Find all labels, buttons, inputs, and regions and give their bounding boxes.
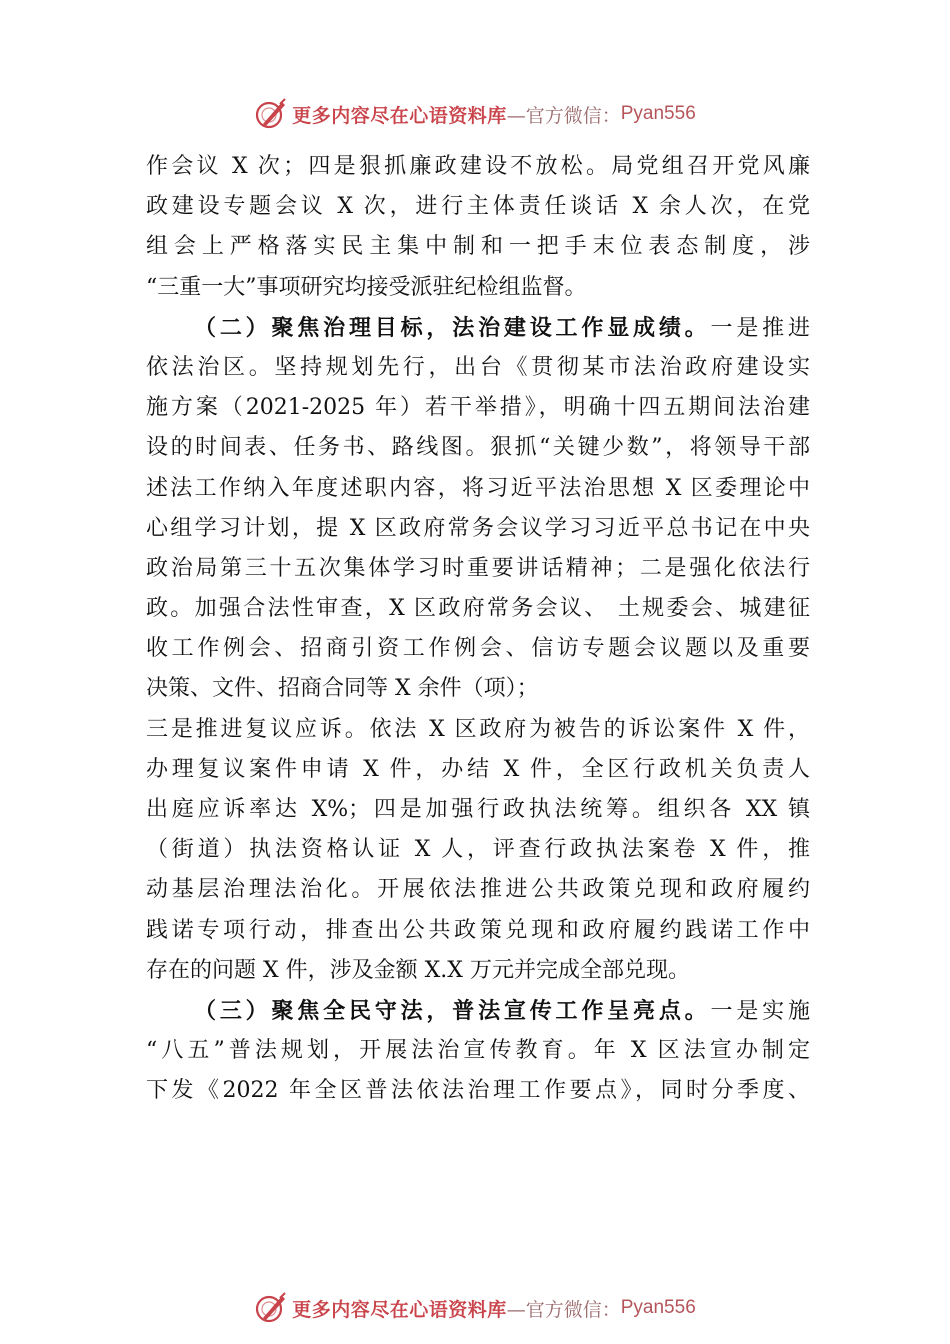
watermark-wechat-id: Pyan556 <box>620 1297 696 1318</box>
watermark-separator: —官方微信： <box>506 104 621 127</box>
text-line: （街道）执法资格认证 X 人，评查行政执法案卷 X 件，推 <box>146 837 810 863</box>
section-heading-line: （二）聚焦治理目标，法治建设工作显成绩。一是推进 <box>194 314 810 341</box>
text-line: 三是推进复议应诉。依法 X 区政府为被告的诉讼案件 X 件， <box>146 716 810 742</box>
text-line: 下发《2022 年全区普法依法治理工作要点》，同时分季度、 <box>146 1078 810 1104</box>
text-line: “三重一大”事项研究均接受派驻纪检组监督。 <box>146 274 587 300</box>
text-line: “八五”普法规划，开展法治宣传教育。年 X 区法宣办制定 <box>146 1038 810 1064</box>
document-body <box>146 147 810 1112</box>
section-heading-line: （三）聚焦全民守法，普法宣传工作呈亮点。一是实施 <box>194 997 810 1024</box>
footer-watermark <box>0 1288 950 1328</box>
text-line: 设的时间表、任务书、路线图。狠抓“关键少数”，将领导干部 <box>146 435 810 461</box>
text-line: 政。加强合法性审查，X 区政府常务会议、 土规委会、城建征 <box>146 596 810 622</box>
watermark-brand-text: 更多内容尽在心语资料库 <box>292 104 507 127</box>
section-heading: （二）聚焦治理目标，法治建设工作显成绩。 <box>194 314 711 341</box>
text-line: 依法治区。坚持规划先行，出台《贯彻某市法治政府建设实 <box>146 354 810 380</box>
text-line: 收工作例会、招商引资工作例会、信访专题会议题以及重要 <box>146 636 810 662</box>
text-line: 作会议 X 次；四是狠抓廉政建设不放松。局党组召开党风廉 <box>146 154 810 179</box>
text-line: 存在的问题 X 件，涉及金额 X.X 万元并完成全部兑现。 <box>146 957 690 983</box>
text-line: 政治局第三十五次集体学习时重要讲话精神；二是强化依法行 <box>146 555 810 581</box>
watermark-wechat-id: Pyan556 <box>620 103 696 124</box>
text-line: 政建设专题会议 X 次，进行主体责任谈话 X 余人次，在党 <box>146 194 810 220</box>
text-line: 述法工作纳入年度述职内容，将习近平法治思想 X 区委理论中 <box>146 475 810 501</box>
watermark-brand-text: 更多内容尽在心语资料库 <box>292 1298 507 1321</box>
quill-pen-seal-icon <box>254 97 288 131</box>
watermark-separator: —官方微信： <box>506 1298 621 1321</box>
text-line: 组会上严格落实民主集中制和一把手末位表态制度，涉 <box>146 234 810 260</box>
quill-pen-seal-icon <box>254 1291 288 1325</box>
text-line: 动基层治理法治化。开展依法推进公共政策兑现和政府履约 <box>146 877 810 903</box>
text-line: 践诺专项行动，排查出公共政策兑现和政府履约践诺工作中 <box>146 917 810 943</box>
section-heading: （三）聚焦全民守法，普法宣传工作呈亮点。 <box>194 997 711 1024</box>
header-watermark <box>0 94 950 134</box>
text-line: 施方案（2021-2025 年）若干举措》，明确十四五期间法治建 <box>146 395 810 421</box>
text-line: 心组学习计划，提 X 区政府常务会议学习习近平总书记在中央 <box>146 515 810 541</box>
text-line: 出庭应诉率达 X%；四是加强行政执法统筹。组织各 XX 镇 <box>146 797 810 822</box>
text-line: 办理复议案件申请 X 件，办结 X 件，全区行政机关负责人 <box>146 756 810 782</box>
text-line: 决策、文件、招商合同等 X 余件（项）； <box>146 676 539 702</box>
